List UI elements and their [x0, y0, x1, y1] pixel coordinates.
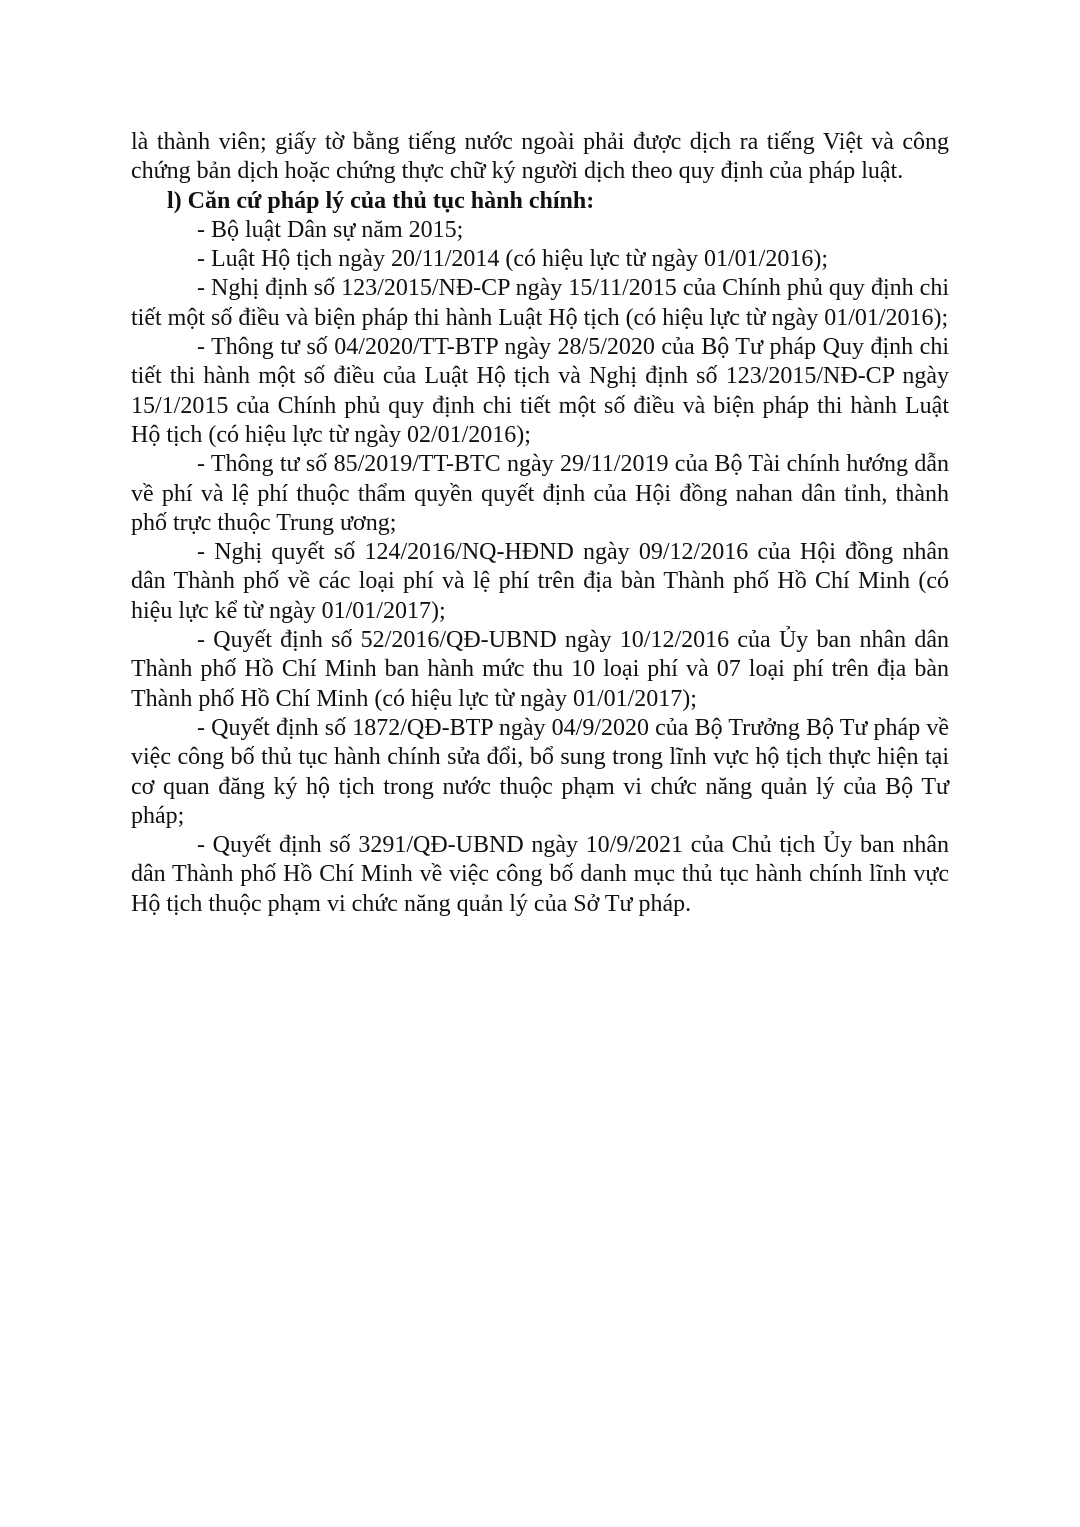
- legal-basis-item: - Quyết định số 3291/QĐ-UBND ngày 10/9/2021 của Chủ tịch Ủy ban nhân dân Thành phố Hồ Chí Minh về việc công bố danh mục thủ tục hành chính lĩnh vực Hộ tịch thuộc phạm vi chức năng quản lý của Sở Tư pháp.: [131, 832, 949, 917]
- legal-basis-item: - Nghị định số 123/2015/NĐ-CP ngày 15/11/2015 của Chính phủ quy định chi tiết một số điều và biện pháp thi hành Luật Hộ tịch (có hiệu lực từ ngày 01/01/2016);: [131, 275, 949, 331]
- section-heading: l) Căn cứ pháp lý của thủ tục hành chính:: [167, 187, 595, 214]
- legal-basis-item: - Thông tư số 04/2020/TT-BTP ngày 28/5/2020 của Bộ Tư pháp Quy định chi tiết thi hành một số điều của Luật Hộ tịch và Nghị định số 123/2015/NĐ-CP ngày 15/1/2015 của Chính phủ quy định chi tiết một số điều và biện pháp thi hành Luật Hộ tịch (có hiệu lực từ ngày 02/01/2016);: [131, 334, 949, 448]
- continuation-paragraph: là thành viên; giấy tờ bằng tiếng nước ngoài phải được dịch ra tiếng Việt và công chứng bản dịch hoặc chứng thực chữ ký người dịch theo quy định của pháp luật.: [131, 129, 949, 185]
- legal-basis-item: - Nghị quyết số 124/2016/NQ-HĐND ngày 09/12/2016 của Hội đồng nhân dân Thành phố về các loại phí và lệ phí trên địa bàn Thành phố Hồ Chí Minh (có hiệu lực kể từ ngày 01/01/2017);: [131, 539, 949, 624]
- legal-basis-item: - Thông tư số 85/2019/TT-BTC ngày 29/11/2019 của Bộ Tài chính hướng dẫn về phí và lệ phí thuộc thẩm quyền quyết định của Hội đồng nahan dân tỉnh, thành phố trực thuộc Trung ương;: [131, 451, 949, 536]
- legal-basis-item: - Quyết định số 1872/QĐ-BTP ngày 04/9/2020 của Bộ Trưởng Bộ Tư pháp về việc công bố thủ tục hành chính sửa đổi, bổ sung trong lĩnh vực hộ tịch thực hiện tại cơ quan đăng ký hộ tịch trong nước thuộc phạm vi chức năng quản lý của Bộ Tư pháp;: [131, 714, 949, 829]
- legal-basis-item: - Bộ luật Dân sự năm 2015;: [197, 216, 464, 243]
- document-page: [131, 128, 949, 919]
- legal-basis-item: - Luật Hộ tịch ngày 20/11/2014 (có hiệu lực từ ngày 01/01/2016);: [197, 246, 829, 273]
- legal-basis-item: - Quyết định số 52/2016/QĐ-UBND ngày 10/12/2016 của Ủy ban nhân dân Thành phố Hồ Chí Minh ban hành mức thu 10 loại phí và 07 loại phí trên địa bàn Thành phố Hồ Chí Minh (có hiệu lực từ ngày 01/01/2017);: [131, 627, 949, 712]
